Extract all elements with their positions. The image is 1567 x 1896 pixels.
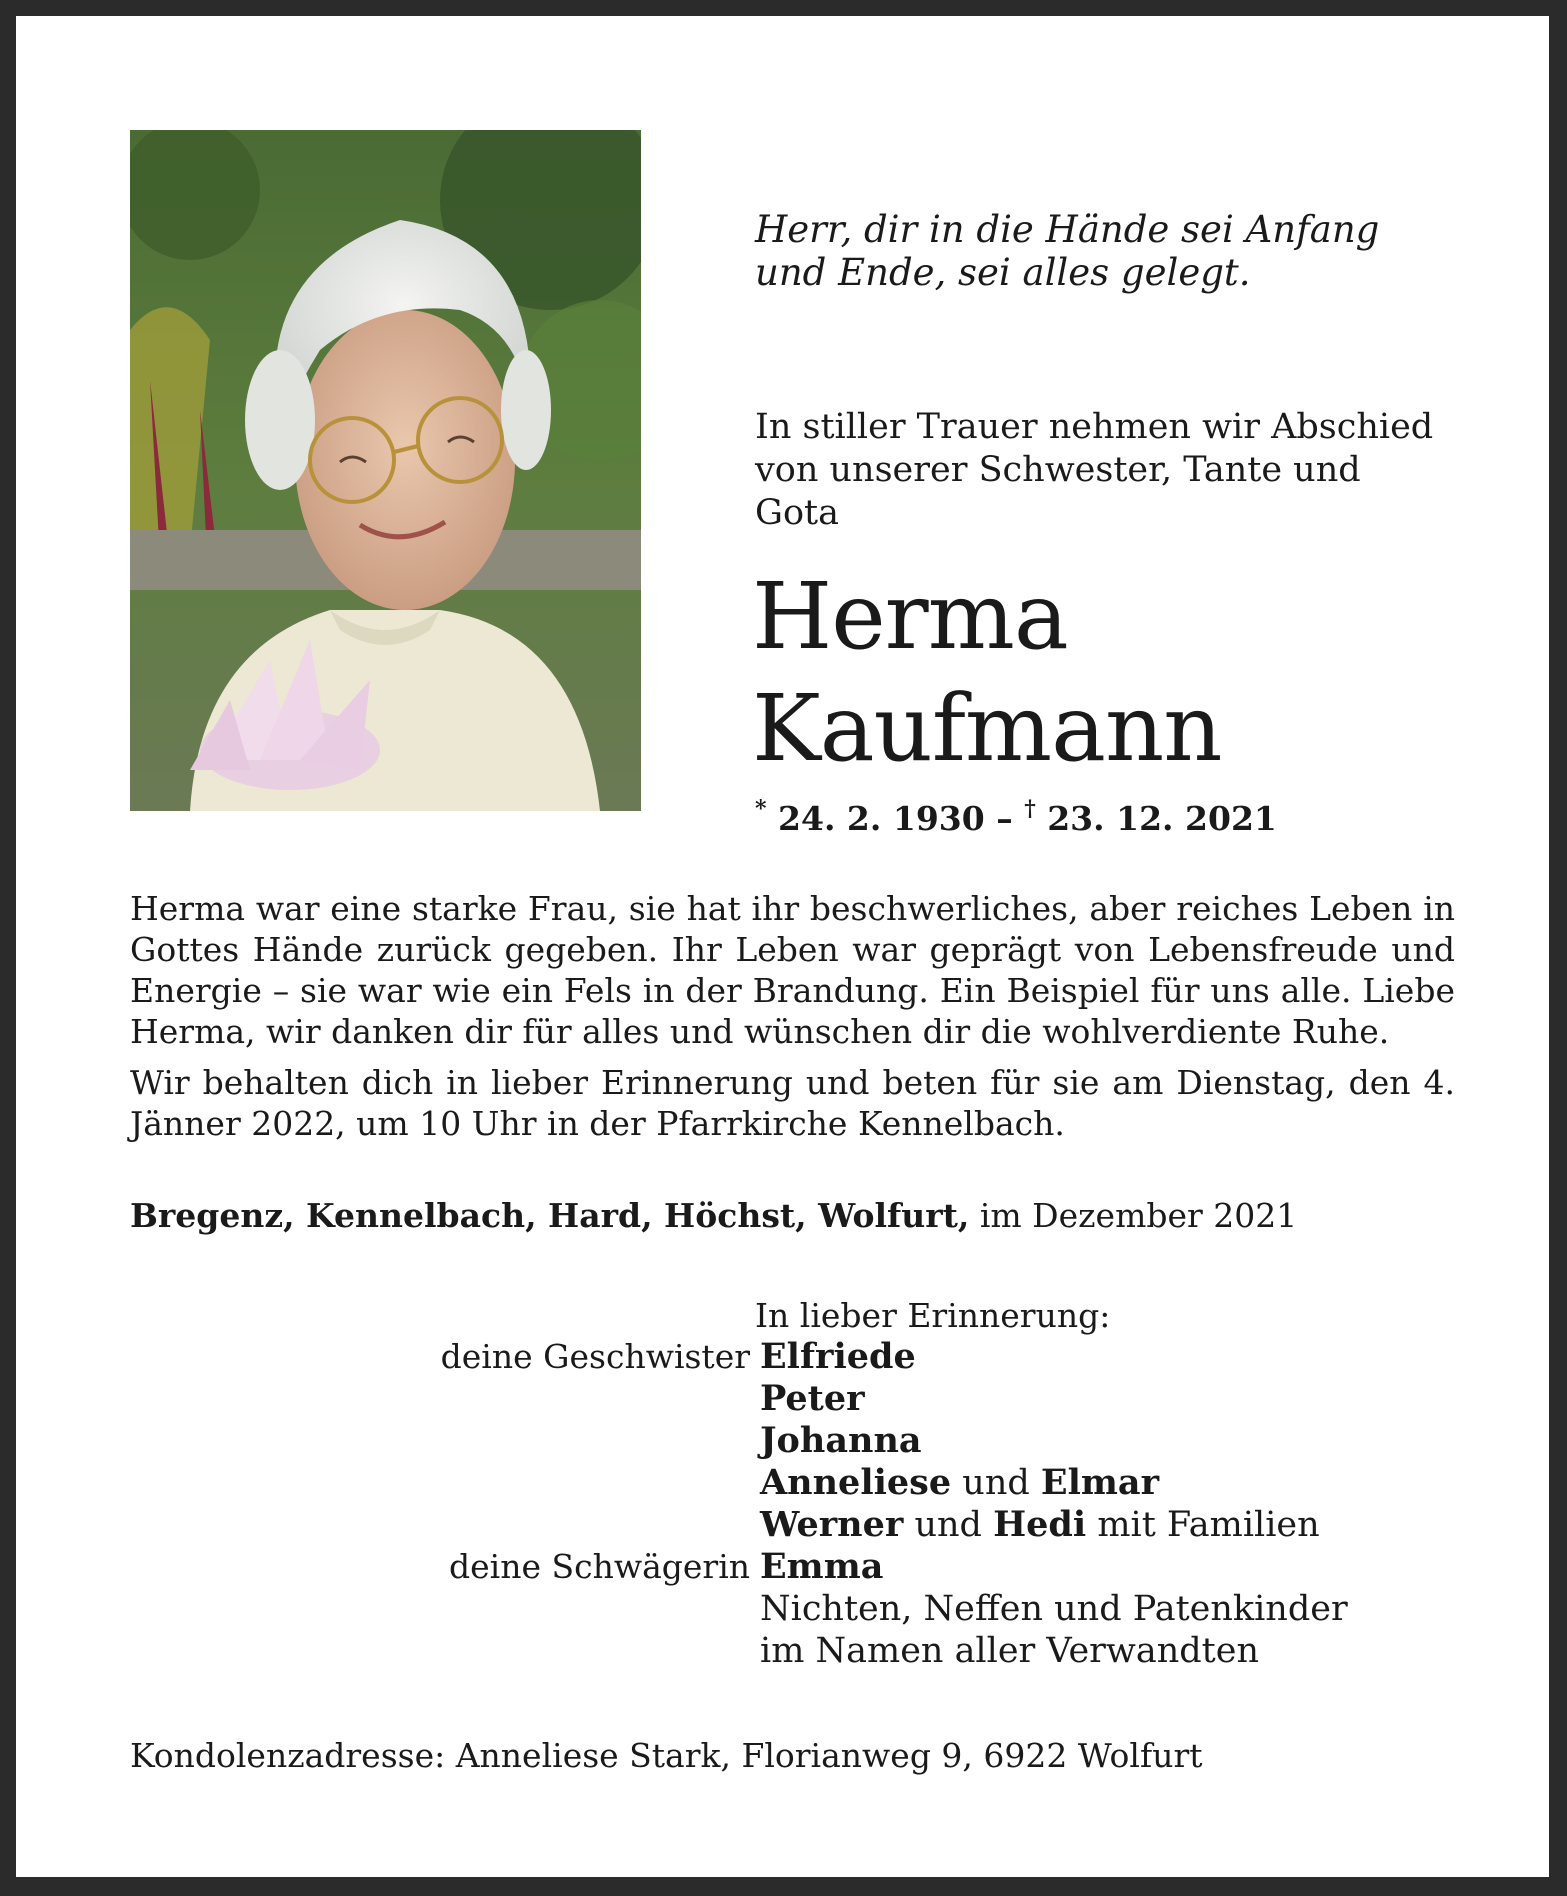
all-relatives: im Namen aller Verwandten (760, 1631, 1259, 1671)
relatives-row (130, 1588, 1455, 1630)
sister-in-law-name: Emma (760, 1546, 884, 1587)
relatives-row (130, 1420, 1455, 1462)
remembrance-heading: In lieber Erinnerung: (755, 1296, 1111, 1335)
obituary-page (16, 16, 1549, 1877)
intro-line-2: von unserer Schwester, Tante und Gota (755, 450, 1361, 533)
portrait-photo (130, 130, 641, 811)
relatives-row (130, 1336, 1455, 1378)
last-name: Kaufmann (752, 675, 1222, 782)
motto-line-2: und Ende, sei alles gelegt. (755, 251, 1251, 294)
intro-line-1: In stiller Trauer nehmen wir Abschied (755, 407, 1434, 447)
body-paragraph-1: Herma war eine starke Frau, sie hat ihr beschwerliches, aber reiches Leben in Gottes Hände zurück gegeben. Ihr Leben war geprägt von Lebensfreude und Energie – sie war wie ein Fels in der Brandung. Ein Beispiel für uns alle. Liebe Herma, wir danken dir für alles und wünschen dir die wohlverdiente Ruhe. (130, 889, 1455, 1051)
spouse-name: Hedi (993, 1504, 1087, 1545)
motto-verse (755, 208, 1455, 294)
sibling-name: Johanna (760, 1420, 922, 1461)
first-name: Herma (752, 563, 1068, 670)
places-list: Bregenz, Kennelbach, Hard, Höchst, Wolfurt, (130, 1196, 970, 1235)
relatives-row (130, 1546, 1455, 1588)
relatives-list (130, 1336, 1455, 1672)
intro-text (755, 406, 1455, 535)
birth-date: 24. 2. 1930 (778, 799, 985, 838)
conjunction: und (903, 1505, 994, 1545)
sibling-name: Werner (760, 1504, 904, 1545)
obituary-body (130, 888, 1455, 1154)
sibling-name: Anneliese (760, 1462, 952, 1503)
extended-family: Nichten, Neffen und Patenkinder (760, 1589, 1348, 1629)
death-date: 23. 12. 2021 (1047, 799, 1277, 838)
relatives-row (130, 1462, 1455, 1504)
families-note: mit Familien (1086, 1505, 1320, 1545)
places-date: im Dezember 2021 (969, 1196, 1298, 1235)
deceased-name (752, 561, 1221, 785)
sibling-name: Peter (760, 1378, 865, 1419)
life-dates (755, 796, 1277, 838)
relatives-row (130, 1378, 1455, 1420)
body-paragraph-2: Wir behalten dich in lieber Erinnerung und beten für sie am Dienstag, den 4. Jänner 2022, um 10 Uhr in der Pfarrkirche Kennelbach. (130, 1063, 1455, 1143)
motto-line-1: Herr, dir in die Hände sei Anfang (755, 208, 1380, 251)
condolence-address: Kondolenzadresse: Anneliese Stark, Florianweg 9, 6922 Wolfurt (130, 1736, 1203, 1775)
relatives-row (130, 1630, 1455, 1672)
sister-in-law-label: deine Schwägerin (449, 1547, 750, 1586)
sibling-name: Elfriede (760, 1336, 916, 1377)
portrait-illustration (130, 130, 641, 811)
birth-symbol: * (755, 796, 767, 822)
date-separator: – (996, 799, 1013, 838)
conjunction: und (951, 1463, 1041, 1503)
death-symbol: † (1024, 796, 1036, 822)
spouse-name: Elmar (1040, 1462, 1160, 1503)
relatives-row (130, 1504, 1455, 1546)
siblings-label: deine Geschwister (440, 1337, 750, 1376)
places-date-line (130, 1196, 1297, 1235)
